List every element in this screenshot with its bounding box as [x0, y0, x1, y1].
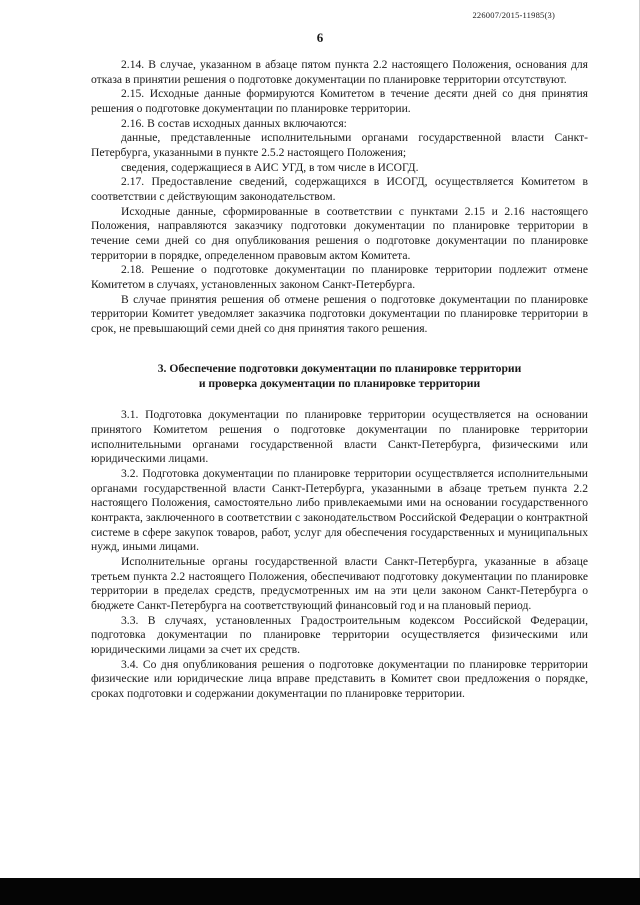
- paragraph-3-3: 3.3. В случаях, установленных Градостроительным кодексом Российской Федерации, подготовка документации по планировке территории осуществляется физическими или юридическими лицами за счет их средств.: [91, 613, 588, 656]
- paragraph-2-17-cont: Исходные данные, сформированные в соответствии с пунктами 2.15 и 2.16 настоящего Положения, направляются заказчику подготовки документации по планировке территории в течение семи дней со дня опубликования решения о подготовке документации по планировке территории в порядке, определенном правовым актом Комитета.: [91, 204, 588, 262]
- paragraph-3-2-cont: Исполнительные органы государственной власти Санкт-Петербурга, указанные в абзаце третьем пункта 2.2 настоящего Положения, обеспечивают подготовку документации по планировке территории в пределах средств, предусмотренных им на эти цели законом Санкт-Петербурга о бюджете Санкт-Петербурга на соответствующий финансовый год и на плановый период.: [91, 555, 588, 612]
- paragraph-2-18-cont: В случае принятия решения об отмене решения о подготовке документации по планировке территории Комитет уведомляет заказчика подготовки документации по планировке территории в срок, не превышающий семи дней со дня принятия такого решения.: [91, 292, 588, 335]
- paragraph-2-18: 2.18. Решение о подготовке документации по планировке территории подлежит отмене Комитетом в случаях, установленных законом Санкт-Петербурга.: [91, 263, 588, 291]
- paragraph-2-17: 2.17. Предоставление сведений, содержащихся в ИСОГД, осуществляется Комитетом в соответствии с действующим законодательством.: [91, 175, 588, 203]
- paragraph-3-2: 3.2. Подготовка документации по планировке территории осуществляется исполнительными органами государственной власти Санкт-Петербурга, указанными в абзаце третьем пункта 2.2 настоящего Положения, самостоятельно либо привлекаемыми ими на основании государственного контракта, заключенного в соответствии с законодательством Российской Федерации о контрактной системе в сфере закупок товаров, работ, услуг для обеспечения государственных и муниципальных нужд, иными лицами.: [91, 467, 588, 554]
- section-heading-line-1: 3. Обеспечение подготовки документации по планировке территории: [157, 362, 522, 376]
- document-number: 226007/2015-11985(3): [472, 10, 555, 20]
- paragraph-2-16-item-2: сведения, содержащиеся в АИС УГД, в том числе в ИСОГД.: [121, 160, 419, 174]
- scan-bottom-border: [0, 878, 640, 905]
- paragraph-2-16-item-1: данные, представленные исполнительными органами государственной власти Санкт-Петербурга, указанными в пункте 2.5.2 настоящего Положения;: [91, 131, 588, 159]
- page-number: 6: [316, 30, 324, 45]
- section-heading: [91, 361, 588, 391]
- paragraph-2-15: 2.15. Исходные данные формируются Комитетом в течение десяти дней со дня принятия решения о подготовке документации по планировке территории.: [91, 87, 588, 115]
- section-heading-line-2: и проверка документации по планировке территории: [198, 377, 481, 391]
- document-body: [91, 58, 588, 702]
- paragraph-3-1: 3.1. Подготовка документации по планировке территории осуществляется на основании принятого Комитетом решения о подготовке документации по планировке территории исполнительными органами государственной власти Санкт-Петербурга, физическими или юридическими лицами.: [91, 408, 588, 466]
- paragraph-2-16: 2.16. В состав исходных данных включаются:: [121, 116, 347, 130]
- paragraph-2-14: 2.14. В случае, указанном в абзаце пятом пункта 2.2 настоящего Положения, основания для отказа в принятии решения о подготовке документации по планировке территории отсутствуют.: [91, 58, 588, 86]
- paragraph-3-4: 3.4. Со дня опубликования решения о подготовке документации по планировке территории физические или юридические лица вправе представить в Комитет свои предложения о порядке, сроках подготовки и содержании документации по планировке территории.: [91, 657, 588, 700]
